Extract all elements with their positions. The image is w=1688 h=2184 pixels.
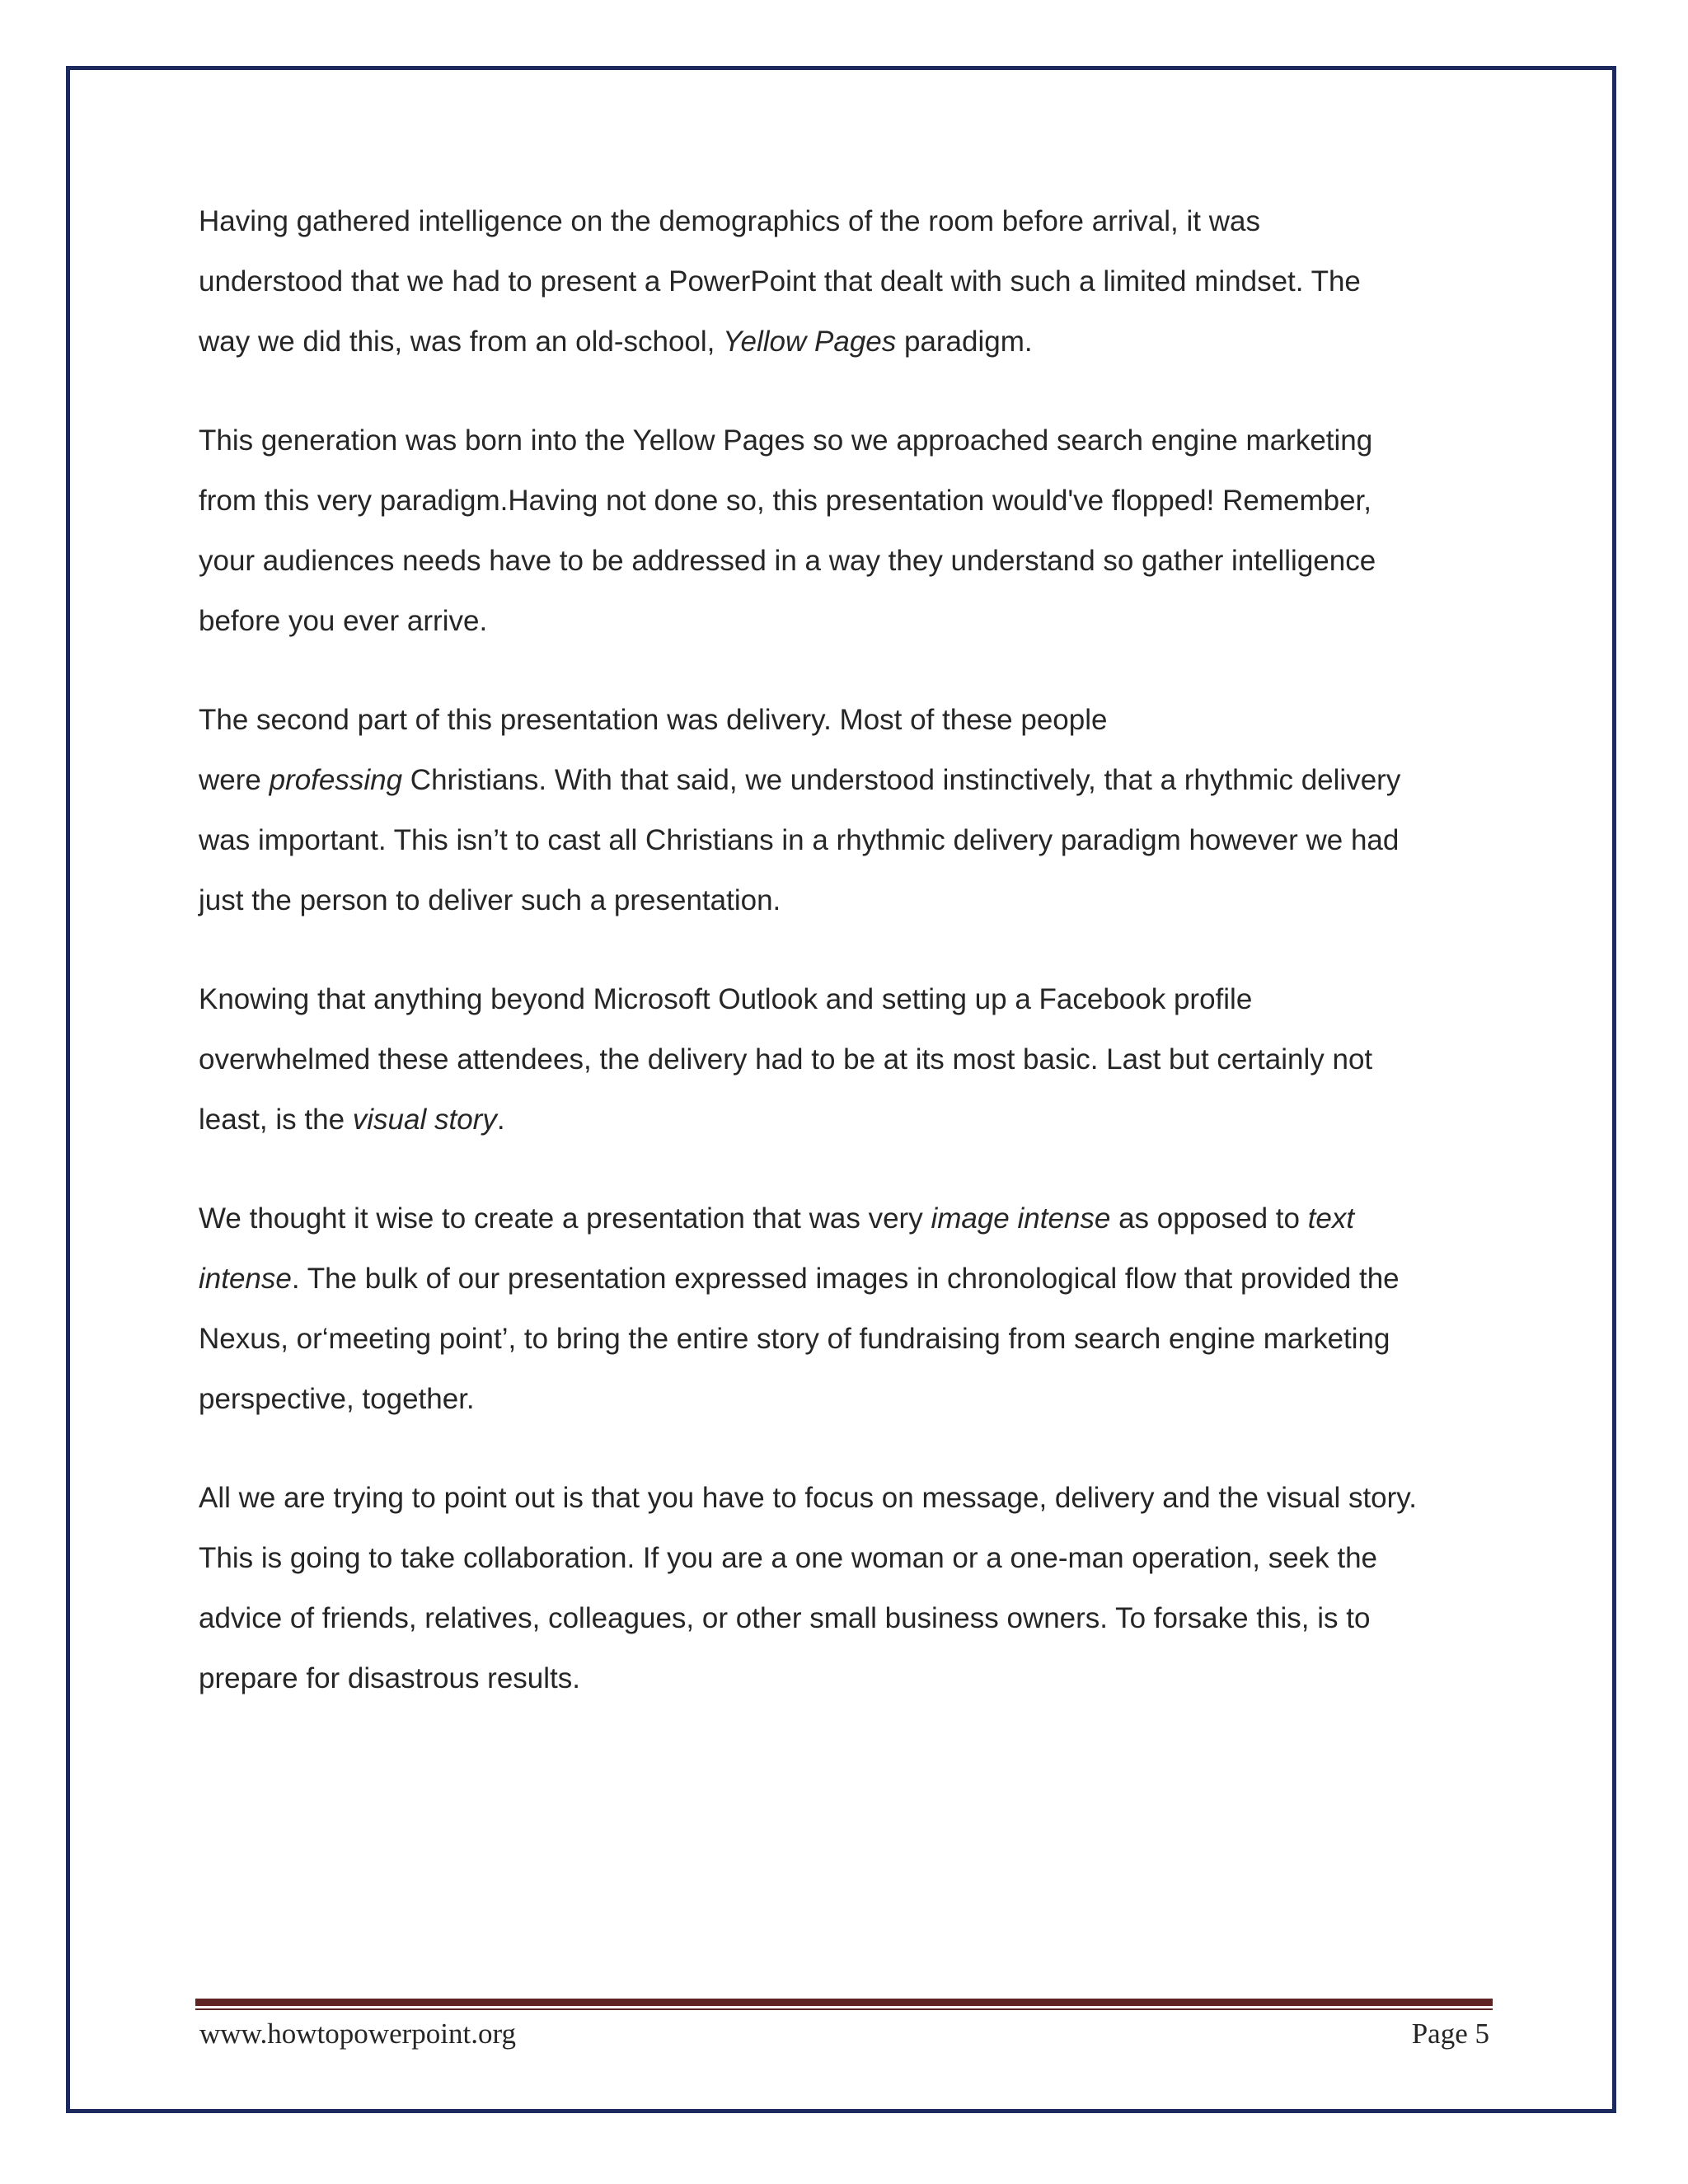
text-run: just the person to deliver such a presentation. (199, 884, 781, 916)
text-run: Nexus, or‘meeting point’, to bring the entire story of fundraising from search engine marketing (199, 1323, 1390, 1355)
text-run: prepare for disastrous results. (199, 1662, 580, 1694)
text-run: Having gathered intelligence on the demographics of the room before arrival, it was (199, 205, 1260, 237)
text-run: before you ever arrive. (199, 605, 488, 637)
text-run: The second part of this presentation was delivery. Most of these people (199, 704, 1108, 736)
footer-page-number: Page 5 (1411, 2018, 1489, 2050)
text-run: This generation was born into the Yellow Pages so we approached search engine marketing (199, 424, 1373, 457)
italic-text-run: text (1307, 1202, 1355, 1235)
text-run: were (199, 764, 270, 796)
text-run: This is going to take collaboration. If you are a one woman or a one-man operation, seek the (199, 1542, 1378, 1574)
italic-text-run: Yellow Pages (723, 326, 897, 358)
italic-text-run: visual story (352, 1104, 497, 1136)
paragraph (199, 410, 1517, 651)
text-run: was important. This isn’t to cast all Christians in a rhythmic delivery paradigm however we had (199, 824, 1400, 856)
text-run: paradigm. (896, 326, 1033, 358)
paragraph (199, 969, 1517, 1150)
paragraph (199, 191, 1517, 372)
text-run: your audiences needs have to be addressed in a way they understand so gather intelligence (199, 545, 1376, 577)
text-run: understood that we had to present a PowerPoint that dealt with such a limited mindset. The (199, 265, 1361, 298)
paragraph (199, 1468, 1517, 1708)
paragraph (199, 690, 1517, 930)
italic-text-run: professing (269, 764, 403, 796)
paragraph (199, 1188, 1517, 1429)
text-run: Knowing that anything beyond Microsoft Outlook and setting up a Facebook profile (199, 983, 1253, 1015)
text-run: from this very paradigm.Having not done so, this presentation would've flopped! Remember, (199, 485, 1372, 517)
text-run: Christians. With that said, we understood instinctively, that a rhythmic delivery (402, 764, 1401, 796)
text-run: overwhelmed these attendees, the delivery had to be at its most basic. Last but certainly not (199, 1043, 1373, 1076)
text-run: advice of friends, relatives, colleagues, or other small business owners. To forsake this, is to (199, 1602, 1371, 1634)
text-run: . The bulk of our presentation expressed images in chronological flow that provided the (291, 1263, 1400, 1295)
text-run: We thought it wise to create a presentation that was very (199, 1202, 931, 1235)
text-run: least, is the (199, 1104, 353, 1136)
italic-text-run: intense (199, 1263, 292, 1295)
text-run: . (496, 1104, 505, 1136)
text-run: way we did this, was from an old-school, (199, 326, 724, 358)
body-text (199, 191, 1517, 1747)
text-run: as opposed to (1110, 1202, 1308, 1235)
footer-rule (195, 1999, 1493, 2006)
text-run: All we are trying to point out is that you have to focus on message, delivery and the visual story. (199, 1482, 1417, 1514)
footer-website: www.howtopowerpoint.org (199, 2018, 516, 2050)
text-run: perspective, together. (199, 1383, 475, 1415)
italic-text-run: image intense (931, 1202, 1111, 1235)
footer-rule-thin (195, 2008, 1493, 2010)
